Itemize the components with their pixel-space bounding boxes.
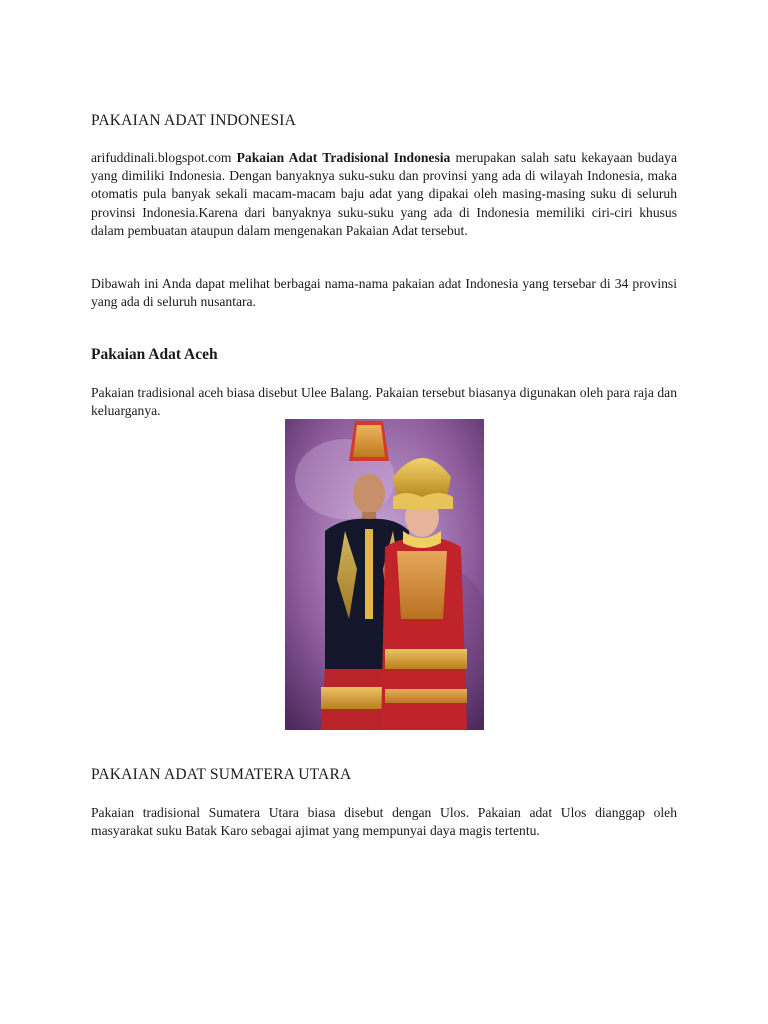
aceh-traditional-costume-photo	[285, 419, 484, 730]
sumatera-utara-paragraph: Pakaian tradisional Sumatera Utara biasa disebut dengan Ulos. Pakaian adat Ulos dianggap oleh masyarakat suku Batak Karo sebagai ajimat yang mempunyai daya magis tertentu.	[91, 805, 677, 839]
section-heading-sumatera-utara: PAKAIAN ADAT SUMATERA UTARA	[91, 766, 352, 783]
section-heading-aceh: Pakaian Adat Aceh	[91, 346, 218, 363]
intro-paragraph-2: Dibawah ini Anda dapat melihat berbagai nama-nama pakaian adat Indonesia yang tersebar di 34 provinsi yang ada di seluruh nusantara.	[91, 276, 677, 310]
page-title: PAKAIAN ADAT INDONESIA	[91, 112, 297, 129]
intro-bold-term: Pakaian Adat Tradisional Indonesia	[236, 150, 451, 165]
intro-paragraph	[91, 149, 677, 240]
aceh-paragraph: Pakaian tradisional aceh biasa disebut Ulee Balang. Pakaian tersebut biasanya digunakan oleh para raja dan keluarganya.	[91, 385, 677, 419]
intro-text: merupakan salah satu kekayaan budaya yang dimiliki Indonesia. Dengan banyaknya suku-suku dan provinsi yang ada di wilayah Indonesia, maka otomatis pula banyak sekali macam-macam baju adat yang dipakai oleh masing-masing suku di seluruh provinsi Indonesia.Karena dari banyaknya suku-suku yang ada di Indonesia memiliki ciri-ciri khusus dalam pembuatan ataupun dalam mengenakan Pakaian Adat tersebut.	[91, 150, 677, 238]
intro-source: arifuddinali.blogspot.com	[91, 150, 232, 165]
